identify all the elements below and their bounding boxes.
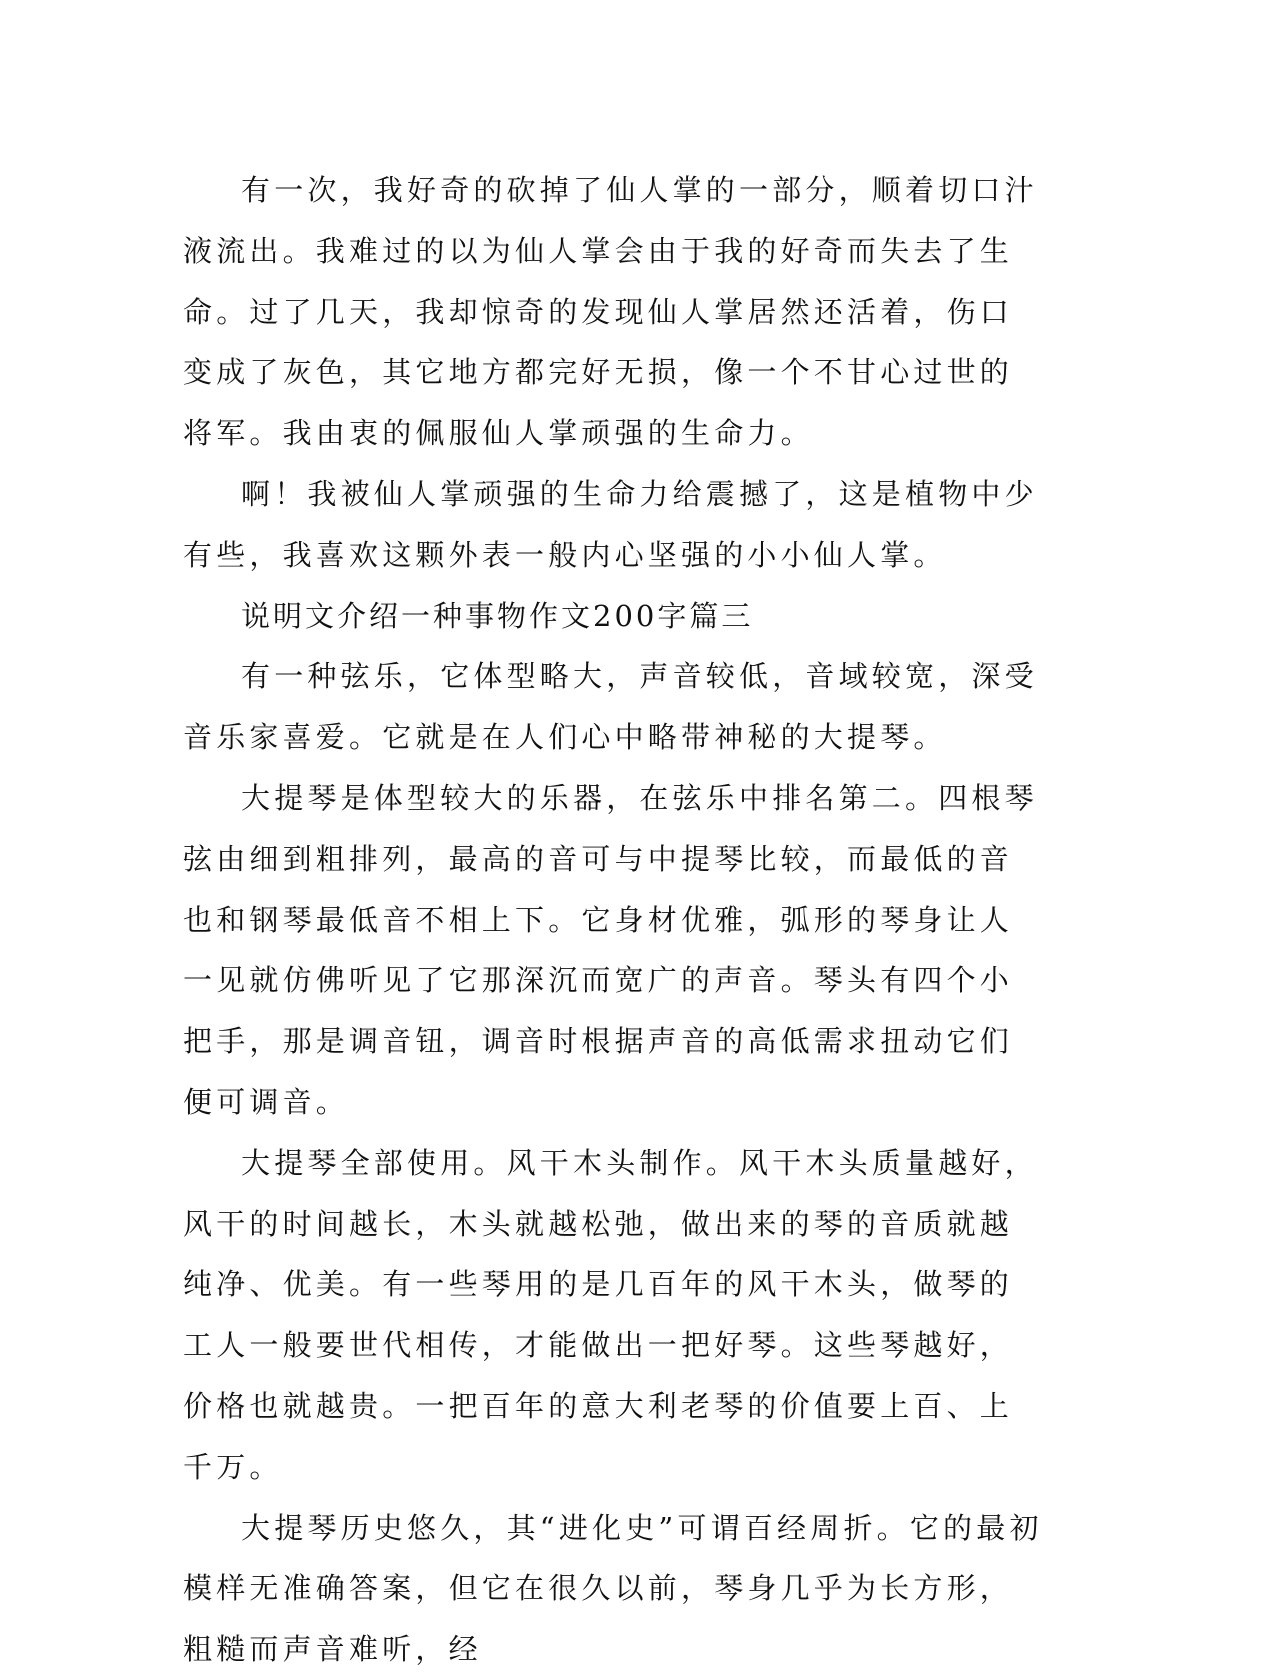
paragraph-cello-wood: 大提琴全部使用。风干木头制作。风干木头质量越好，风干的时间越长，木头就越松弛，做出来的琴的音质就越纯净、优美。有一些琴用的是几百年的风干木头，做琴的工人一般要世代相传，才能做出一把好琴。这些琴越好，价格也就越贵。一把百年的意大利老琴的价值要上百、上千万。 [183, 1145, 1038, 1484]
paragraph-cello-intro: 有一种弦乐，它体型略大，声音较低，音域较宽，深受音乐家喜爱。它就是在人们心中略带神秘的大提琴。 [183, 659, 1038, 755]
paragraph-cello-body: 大提琴是体型较大的乐器，在弦乐中排名第二。四根琴弦由细到粗排列，最高的音可与中提琴比较，而最低的音也和钢琴最低音不相上下。它身材优雅，弧形的琴身让人一见就仿佛听见了它那深沉而宽广的声音。琴头有四个小把手，那是调音钮，调音时根据声音的高低需求扭动它们便可调音。 [183, 780, 1038, 1119]
paragraph-cello-history: 大提琴历史悠久，其“进化史”可谓百经周折。它的最初模样无准确答案，但它在很久以前，琴身几乎为长方形，粗糙而声音难听，经 [183, 1510, 1043, 1667]
paragraph-cactus-conclusion: 啊！我被仙人掌顽强的生命力给震撼了，这是植物中少有些，我喜欢这颗外表一般内心坚强的小小仙人掌。 [183, 476, 1038, 572]
paragraph-cactus-cut: 有一次，我好奇的砍掉了仙人掌的一部分，顺着切口汁液流出。我难过的以为仙人掌会由于我的好奇而失去了生命。过了几天，我却惊奇的发现仙人掌居然还活着，伤口变成了灰色，其它地方都完好无损，像一个不甘心过世的将军。我由衷的佩服仙人掌顽强的生命力。 [183, 173, 1038, 451]
section-heading: 说明文介绍一种事物作文200字篇三 [241, 598, 754, 633]
document-body [183, 160, 1043, 1680]
